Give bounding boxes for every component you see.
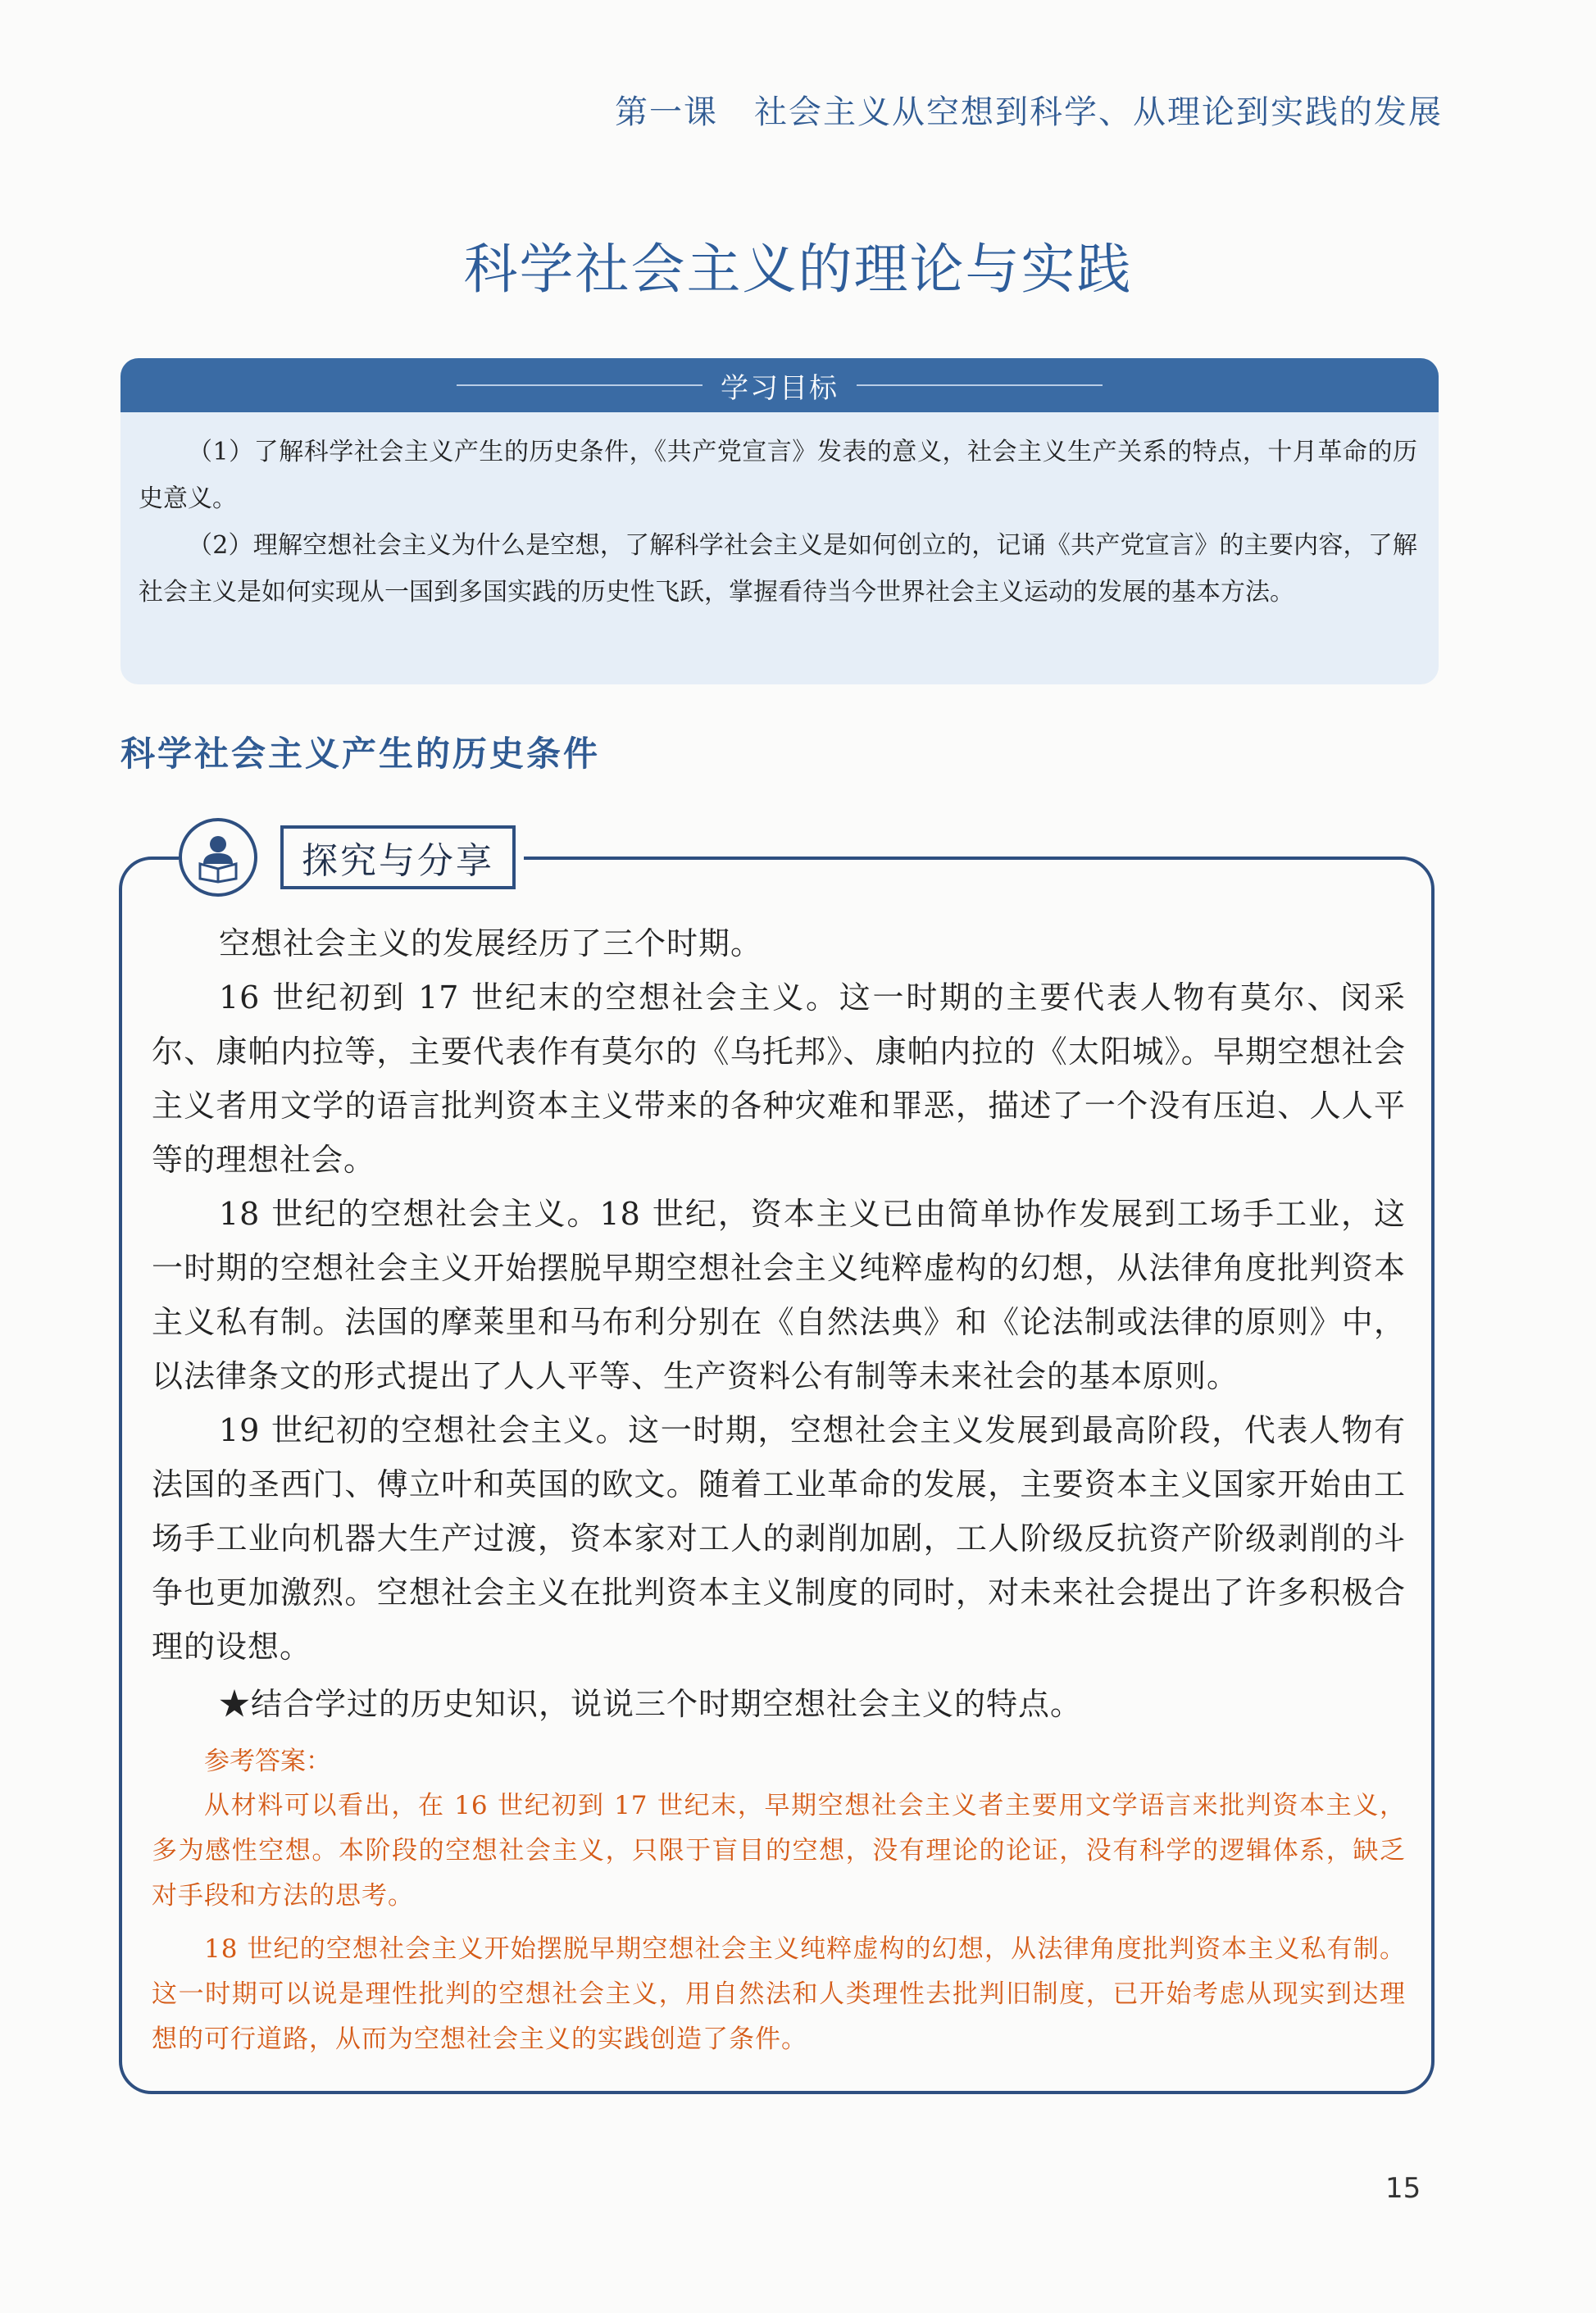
learning-objectives-box: [120, 358, 1439, 684]
lesson-title: 社会主义从空想到科学、从理论到实践的发展: [754, 93, 1443, 131]
running-header: [0, 86, 1443, 133]
page-number: 15: [1385, 2172, 1421, 2205]
header-rule-left: [457, 384, 703, 386]
reading-person-icon: [179, 818, 257, 897]
section-heading: 科学社会主义产生的历史条件: [120, 734, 601, 774]
content-paragraph: 16 世纪初到 17 世纪末的空想社会主义。这一时期的主要代表人物有莫尔、闵采尔、康帕内拉等，主要代表作有莫尔的《乌托邦》、康帕内拉的《太阳城》。早期空想社会主义者用文学的语言批判资本主义带来的各种灾难和罪恶，描述了一个没有压迫、人人平等的理想社会。: [152, 979, 1406, 1178]
learning-objectives-label: 学习目标: [721, 371, 839, 405]
page-title: 科学社会主义的理论与实践: [463, 238, 1133, 301]
content-paragraph: 19 世纪初的空想社会主义。这一时期，空想社会主义发展到最高阶段，代表人物有法国的圣西门、傅立叶和英国的欧文。随着工业革命的发展，主要资本主义国家开始由工场手工业向机器大生产过渡，资本家对工人的剥削加剧，工人阶级反抗资产阶级剥削的斗争也更加激烈。空想社会主义在批判资本主义制度的同时，对未来社会提出了许多积极合理的设想。: [152, 1412, 1406, 1665]
objective-item: （1）了解科学社会主义产生的历史条件，《共产党宣言》发表的意义，社会主义生产关系的特点，十月革命的历史意义。: [139, 438, 1417, 513]
answer-paragraph: 从材料可以看出，在 16 世纪初到 17 世纪末，早期空想社会主义者主要用文学语言来批判资本主义，多为感性空想。本阶段的空想社会主义，只限于盲目的空想，没有理论的论证，没有科学的逻辑体系，缺乏对手段和方法的思考。: [152, 1791, 1406, 1911]
learning-objectives-header: [120, 358, 1439, 412]
content-paragraph: 空想社会主义的发展经历了三个时期。: [219, 925, 763, 961]
objective-item: （2）理解空想社会主义为什么是空想，了解科学社会主义是如何创立的，记诵《共产党宣言》的主要内容，了解社会主义是如何实现从一国到多国实践的历史性飞跃，掌握看待当今世界社会主义运动的发展的基本方法。: [139, 531, 1417, 607]
header-rule-right: [857, 384, 1103, 386]
answer-label: 参考答案：: [204, 1747, 331, 1776]
answer-paragraph: 18 世纪的空想社会主义开始摆脱早期空想社会主义纯粹虚构的幻想，从法律角度批判资本主义私有制。这一时期可以说是理性批判的空想社会主义，用自然法和人类理性去批判旧制度，已开始考虑从现实到达理想的可行道路，从而为空想社会主义的实践创造了条件。: [152, 1934, 1406, 2054]
content-paragraph: 18 世纪的空想社会主义。18 世纪，资本主义已由简单协作发展到工场手工业，这一时期的空想社会主义开始摆脱早期空想社会主义纯粹虚构的幻想，从法律角度批判资本主义私有制。法国的摩莱里和马布利分别在《自然法典》和《论法制或法律的原则》中，以法律条文的形式提出了人人平等、生产资料公有制等未来社会的基本原则。: [152, 1196, 1406, 1394]
explore-share-tab: [179, 821, 524, 893]
lesson-number: 第一课: [615, 93, 718, 131]
explore-share-label: 探究与分享: [280, 825, 516, 889]
explore-content: [152, 916, 1406, 2062]
reference-answer: [152, 1784, 1406, 2062]
learning-objectives-list: [120, 412, 1439, 616]
task-prompt: ★结合学过的历史知识，说说三个时期空想社会主义的特点。: [219, 1686, 1083, 1722]
